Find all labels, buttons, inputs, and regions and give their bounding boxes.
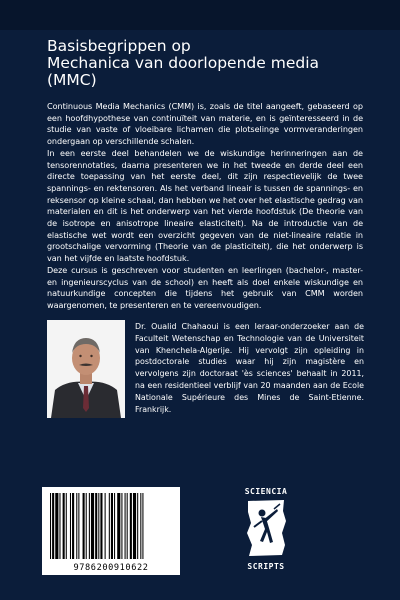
- isbn-barcode: [42, 487, 180, 575]
- publisher-logo: [236, 487, 296, 571]
- publisher-logo-bottom-text: SCRIPTS: [247, 562, 285, 571]
- description-paragraph-3: Deze cursus is geschreven voor studenten en leerlingen (bachelor-, master- en ingenieurscyclus van de school) en heeft als doel enkele wiskundige en natuurkundige concepten die tijdens het gebruik van CMM worden waargenomen, te presenteren en te vereenvoudigen.: [47, 264, 363, 310]
- title-line-3: (MMC): [47, 71, 97, 89]
- scientist-figure-icon: [236, 487, 296, 571]
- title-line-1: Basisbegrippen op: [47, 37, 191, 55]
- description-paragraph-1: Continuous Media Mechanics (CMM) is, zoals de titel aangeeft, gebaseerd op een hoofdhypothese van continuïteit van materie, en is geïnteresseerd in de studie van vaste of vloeibare lichamen die plotselinge vormveranderingen ondergaan op verschillende schalen.: [47, 101, 363, 147]
- title-line-2: Mechanica van doorlopende media: [47, 54, 319, 72]
- author-bio: Dr. Oualid Chahaoui is een leraar-onderzoeker aan de Faculteit Wetenschap en Technologie van de Universiteit van Khenchela-Algerije. Hij vervolgt zijn opleiding in postdoctorale studies waar hij zijn magistère en vervolgens zijn doctoraat 'ès sciences' behaalt in 2011, na een residentieel verblijf van 20 maanden aan de Ecole Nationale Supérieure des Mines de Saint-Etienne. Frankrijk.: [135, 322, 364, 414]
- top-band: [0, 0, 400, 30]
- barcode-icon: [48, 493, 174, 559]
- author-portrait-icon: [47, 320, 125, 418]
- publisher-logo-top-text: SCIENCIA: [244, 487, 288, 496]
- author-photo: [47, 320, 125, 418]
- description-paragraph-2: In een eerste deel behandelen we de wiskundige herinneringen aan de tensorennotaties, daarna presenteren we in het tweede en derde deel een directe toepassing van het eerste deel, dit zijn respectievelijk de twee spannings- en rektensoren. Als het verband lineair is tussen de spannings- en reksensor op kleine schaal, dan hebben we het over het elastische gedrag van materialen en dit is het onderwerp van het vierde hoofdstuk (De theorie van de isotrope en anisotrope lineaire elasticiteit). Na de introductie van de elastische wet wordt een overzicht gegeven van de niet-lineaire relatie in grootschalige vervorming (Theorie van de plasticiteit), die het onderwerp is van het vijfde en laatste hoofdstuk.: [47, 147, 363, 264]
- isbn-number: 9786200910622: [73, 563, 149, 573]
- book-title: [47, 38, 367, 89]
- book-description: [47, 101, 363, 312]
